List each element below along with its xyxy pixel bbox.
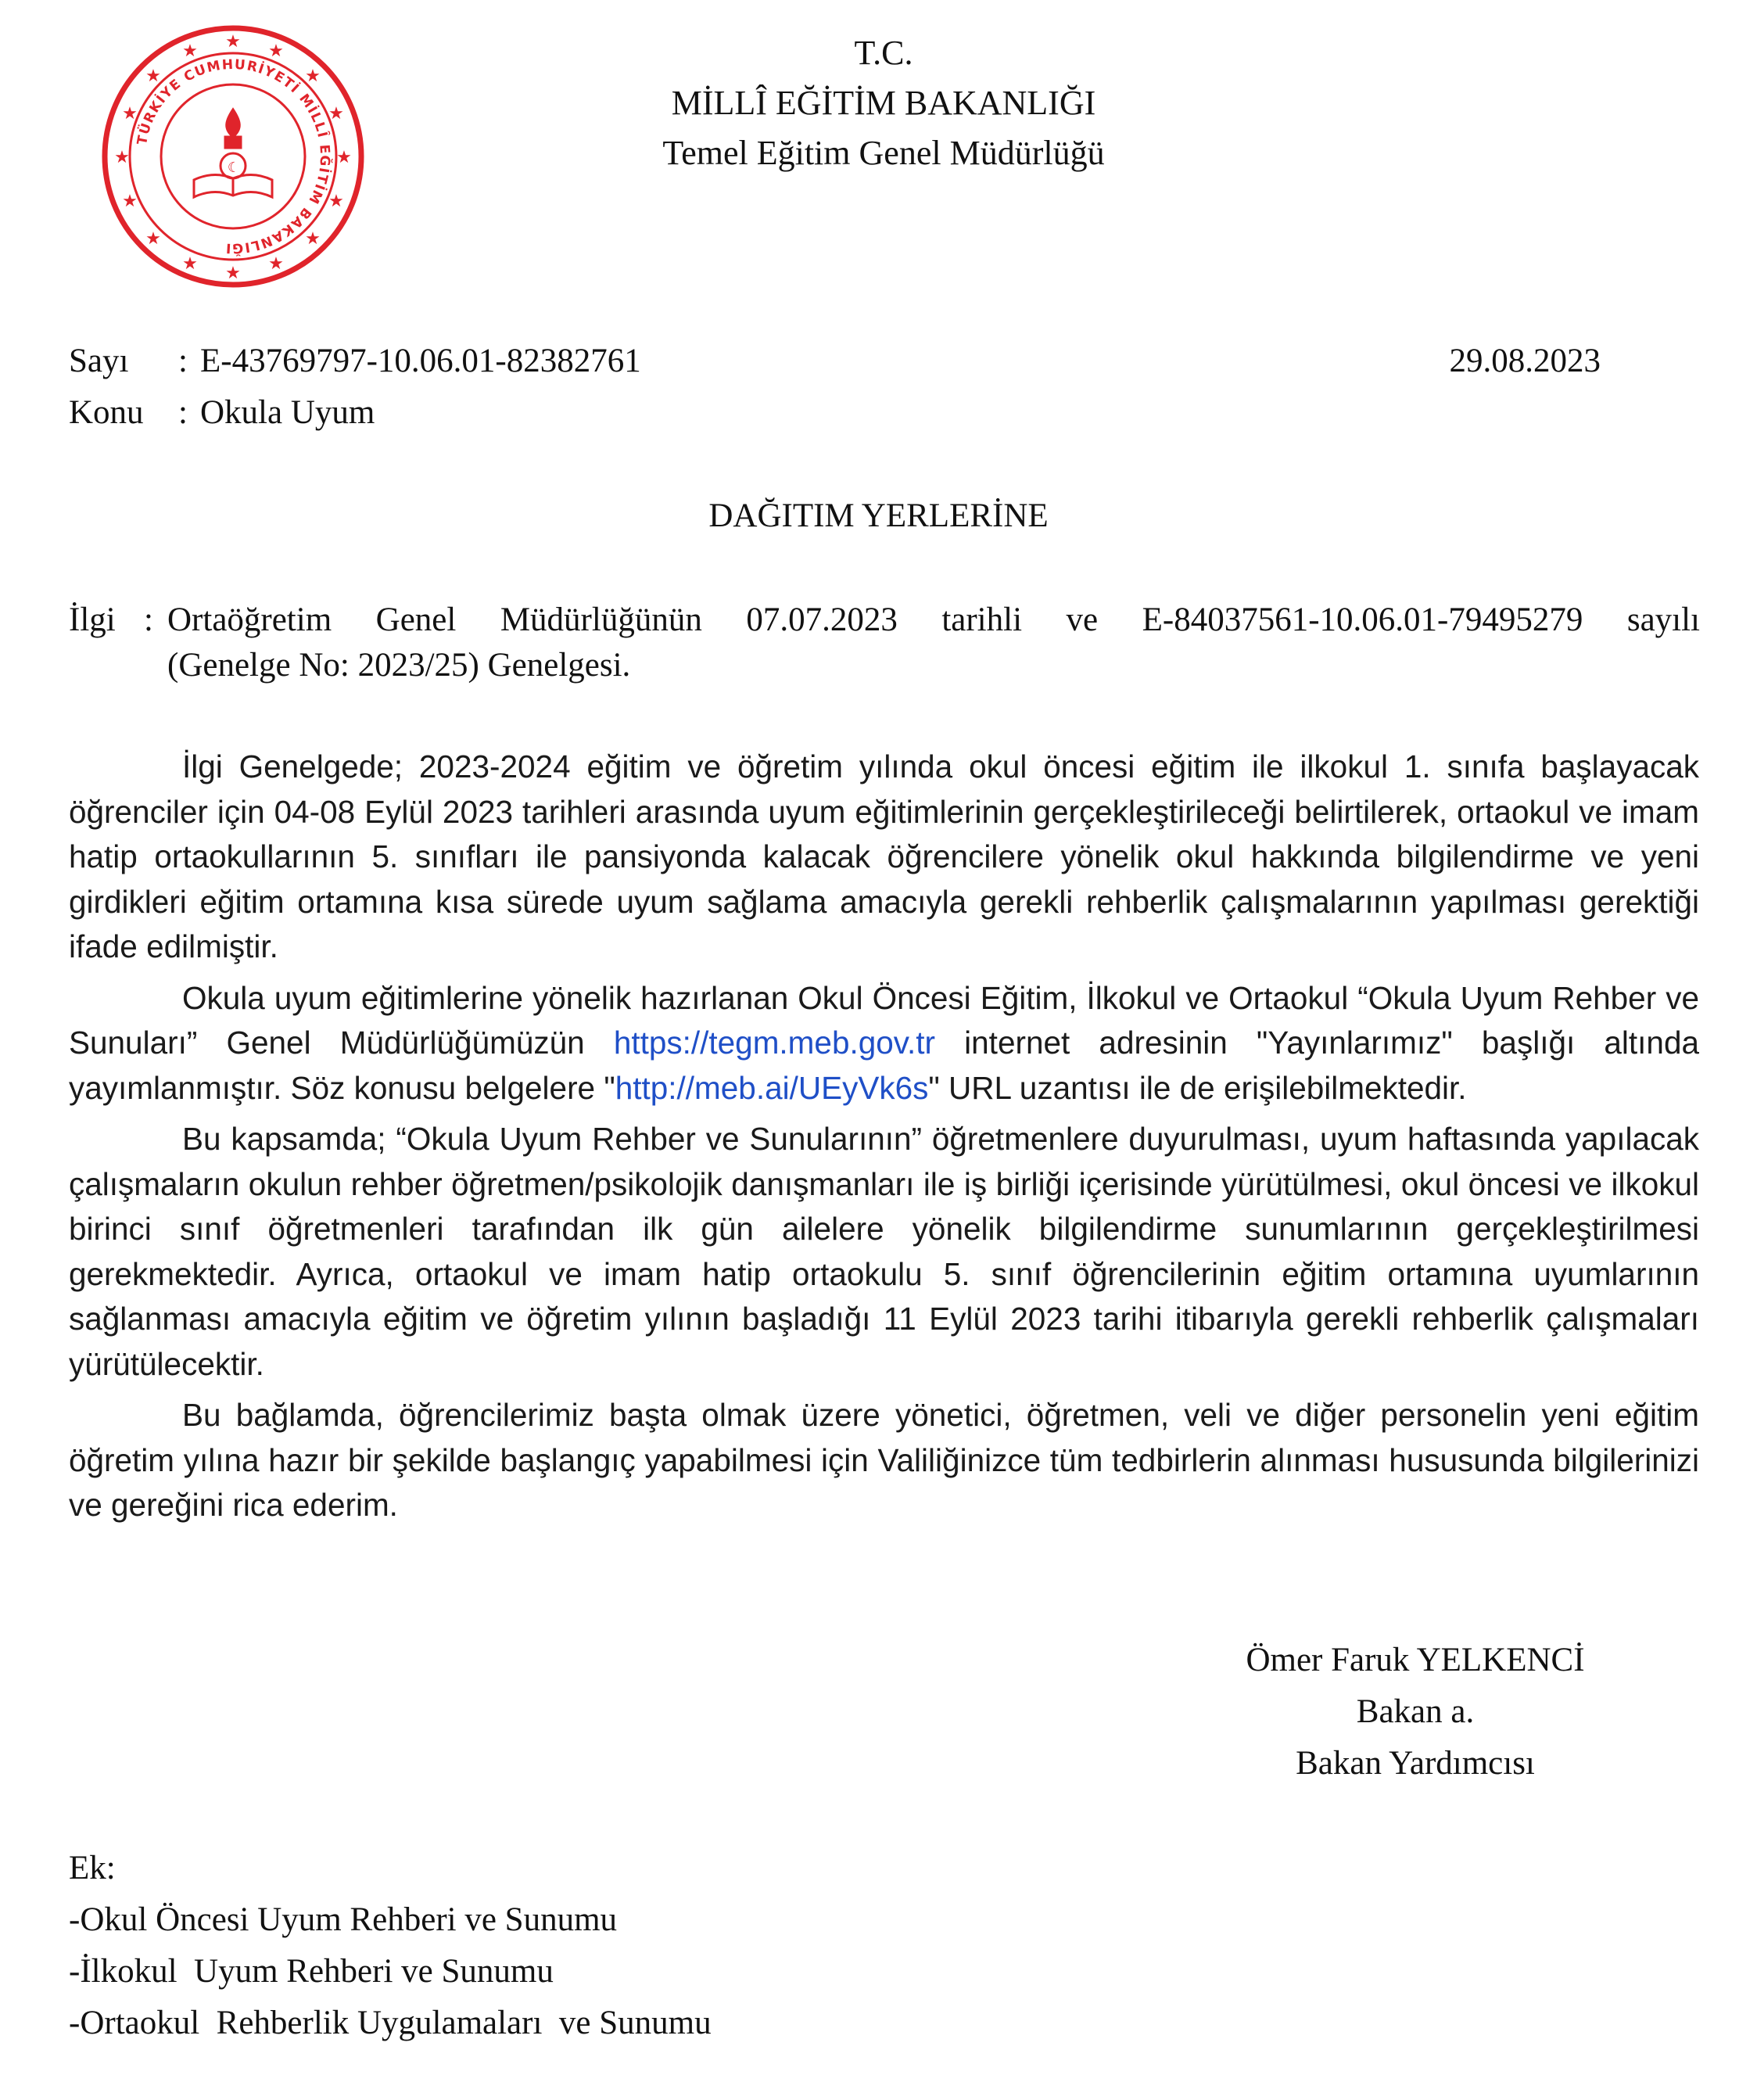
svg-text:★: ★ bbox=[328, 192, 344, 211]
svg-text:☾: ☾ bbox=[227, 160, 241, 176]
ministry-seal-logo bbox=[100, 23, 366, 289]
body-paragraph-1: İlgi Genelgede; 2023-2024 eğitim ve öğretim yılında okul öncesi eğitim ile ilkokul 1. sınıfa başlayacak öğrenciler için 04-08 Eylül 2023 tarihleri arasında uyum eğitimlerinin gerçekleştirileceği belirtilerek, ortaokul ve imam hatip ortaokullarının 5. sınıfları ile pansiyonda kalacak öğrencilere yönelik okul hakkında bilgilendirme ve yeni girdikleri eğitim ortamına kısa sürede uyum sağlama amacıyla gerekli rehberlik çalışmalarının yapılması gerektiği ifade edilmiştir. bbox=[69, 748, 1699, 964]
svg-text:★: ★ bbox=[122, 192, 138, 211]
svg-text:★: ★ bbox=[145, 229, 161, 249]
attachments-block bbox=[69, 1843, 712, 2049]
reference-separator: : bbox=[144, 601, 153, 638]
reference-line-2: (Genelge No: 2023/25) Genelgesi. bbox=[167, 647, 631, 684]
body-paragraph-2 bbox=[69, 976, 1699, 1111]
sayi-label: Sayı bbox=[69, 343, 129, 379]
reference-text bbox=[167, 598, 1700, 688]
svg-text:★: ★ bbox=[145, 66, 161, 86]
svg-text:★: ★ bbox=[305, 229, 321, 249]
konu-label: Konu bbox=[69, 394, 144, 431]
svg-text:TÜRKİYE CUMHURİYETİ MİLLÎ EĞİT: TÜRKİYE CUMHURİYETİ MİLLÎ EĞİTİM BAKANLIĞI bbox=[134, 56, 333, 257]
svg-text:★: ★ bbox=[336, 148, 352, 167]
sayi-separator: : bbox=[178, 343, 188, 379]
letterhead-directorate: Temel Eğitim Genel Müdürlüğü bbox=[662, 134, 1105, 172]
attachment-item: -Okul Öncesi Uyum Rehberi ve Sunumu bbox=[69, 1901, 618, 1938]
body-paragraph-2-part-a: Okula uyum eğitimlerine yönelik hazırlanan Okul Öncesi Eğitim, İlkokul ve Ortaokul “Okula Uyum Rehber ve Sunuları” Genel Müdürlüğümüzün bbox=[69, 979, 1699, 1061]
attachments-label: Ek: bbox=[69, 1850, 116, 1886]
svg-text:★: ★ bbox=[268, 254, 284, 274]
recipient-heading: DAĞITIM YERLERİNE bbox=[708, 497, 1049, 534]
svg-text:★: ★ bbox=[225, 264, 241, 283]
body-paragraph-2-part-c: " URL uzantısı ile de erişilebilmektedir. bbox=[928, 1069, 1467, 1106]
letterhead-tc: T.C. bbox=[854, 34, 913, 72]
konu-value: Okula Uyum bbox=[200, 394, 375, 431]
document-date: 29.08.2023 bbox=[1449, 343, 1601, 379]
sayi-value: E-43769797-10.06.01-82382761 bbox=[200, 343, 641, 379]
svg-text:★: ★ bbox=[182, 41, 198, 61]
attachment-item: -İlkokul Uyum Rehberi ve Sunumu bbox=[69, 1953, 554, 1990]
signatory-title: Bakan Yardımcısı bbox=[1296, 1745, 1535, 1782]
svg-text:★: ★ bbox=[182, 254, 198, 274]
svg-text:★: ★ bbox=[122, 104, 138, 124]
letterhead bbox=[500, 28, 1267, 178]
svg-text:★: ★ bbox=[268, 41, 284, 61]
body-paragraph-2-part-b: internet adresinin "Yayınlarımız" başlığı altında yayımlanmıştır. Söz konusu belgelere " bbox=[69, 1025, 1699, 1106]
signatory-name: Ömer Faruk YELKENCİ bbox=[1246, 1642, 1585, 1678]
letterhead-ministry: MİLLÎ EĞİTİM BAKANLIĞI bbox=[671, 84, 1096, 122]
meb-short-url-link[interactable]: http://meb.ai/UEyVk6s bbox=[615, 1069, 929, 1106]
reference-label: İlgi bbox=[69, 601, 116, 638]
body-paragraph-3: Bu kapsamda; “Okula Uyum Rehber ve Sunularının” öğretmenlere duyurulması, uyum haftasında yapılacak çalışmaların okulun rehber öğretmen/psikolojik danışmanları ile iş birliği içerisinde yürütülmesi, okul öncesi ve ilkokul birinci sınıf öğretmenleri tarafından ilk gün ailelere yönelik bilgilendirme sunumlarının gerçekleştirilmesi gerekmektedir. Ayrıca, ortaokul ve imam hatip ortaokulu 5. sınıf öğrencilerinin eğitim ortamına uyumlarının sağlanması amacıyla eğitim ve öğretim yılının başladığı 11 Eylül 2023 tarihi itibarıyla gerekli rehberlik çalışmaları yürütülecektir. bbox=[69, 1121, 1699, 1382]
konu-separator: : bbox=[178, 394, 188, 431]
tegm-website-link[interactable]: https://tegm.meb.gov.tr bbox=[613, 1025, 935, 1061]
svg-text:★: ★ bbox=[114, 148, 130, 167]
signatory-on-behalf: Bakan a. bbox=[1356, 1693, 1475, 1730]
letter-body bbox=[69, 745, 1699, 1535]
body-paragraph-4: Bu bağlamda, öğrencilerimiz başta olmak üzere yönetici, öğretmen, veli ve diğer personelin yeni eğitim öğretim yılına hazır bir şekilde başlangıç yapabilmesi için Valiliğinizce tüm tedbirlerin alınması hususunda bilgilerinizi ve gereğini rica ederim. bbox=[69, 1397, 1699, 1523]
svg-text:★: ★ bbox=[305, 66, 321, 86]
signature-block bbox=[1173, 1635, 1658, 1789]
attachment-item: -Ortaokul Rehberlik Uygulamaları ve Sunumu bbox=[69, 2005, 712, 2041]
svg-text:★: ★ bbox=[328, 104, 344, 124]
reference-line-1: Ortaöğretim Genel Müdürlüğünün 07.07.2023 tarihli ve E-84037561-10.06.01-79495279 sayılı bbox=[167, 601, 1700, 638]
svg-text:★: ★ bbox=[225, 32, 241, 52]
